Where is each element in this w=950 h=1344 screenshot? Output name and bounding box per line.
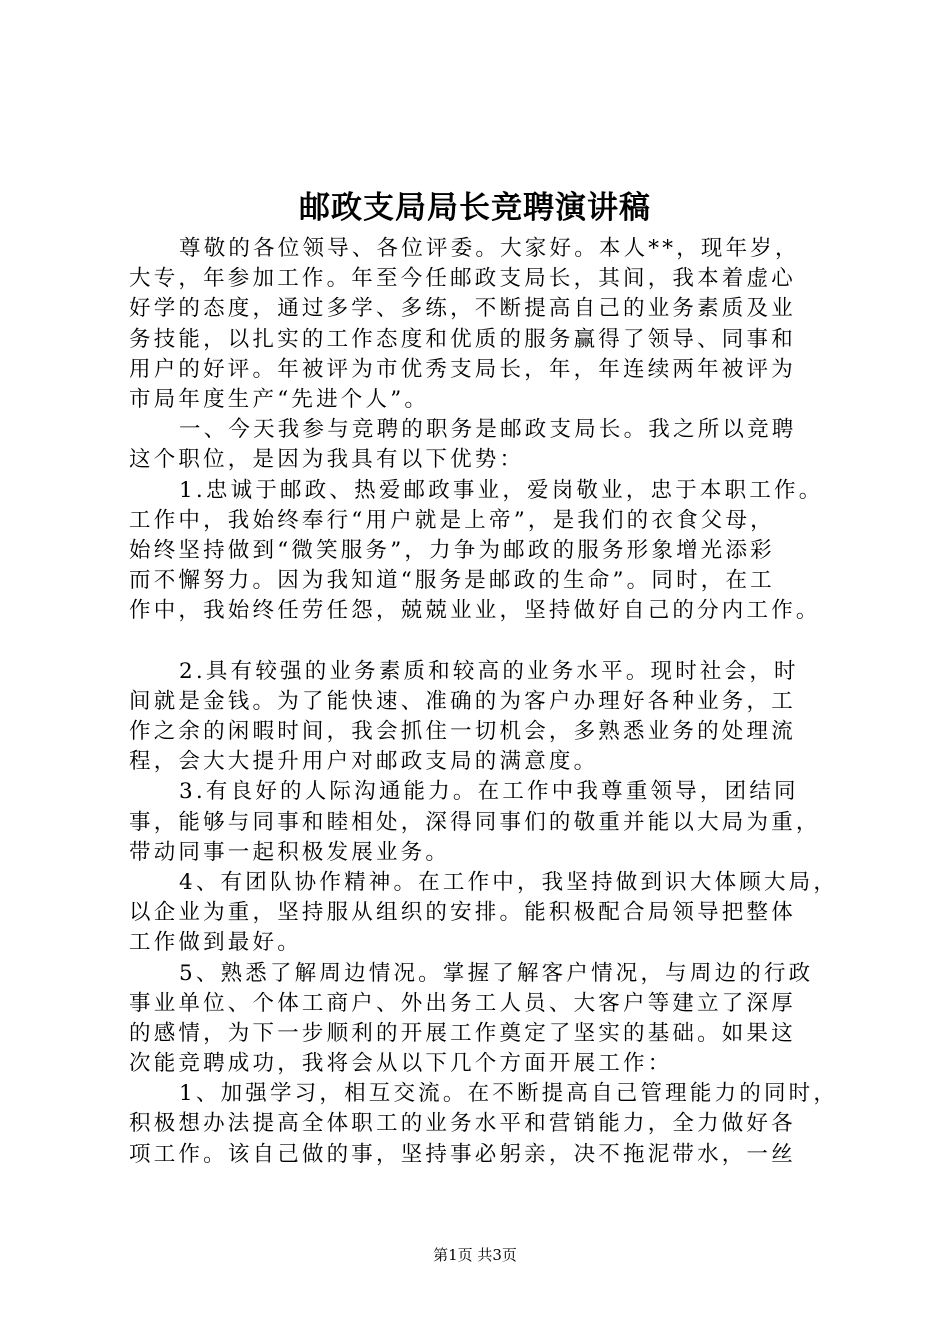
body-line: 务技能，以扎实的工作态度和优质的服务赢得了领导、同事和: [129, 326, 796, 352]
body-line: 次能竞聘成功，我将会从以下几个方面开展工作：: [129, 1051, 673, 1077]
body-line: 尊敬的各位领导、各位评委。大家好。本人**，现年岁，: [179, 236, 800, 261]
document-title: 邮政支局局长竞聘演讲稿: [299, 190, 651, 226]
body-line: 工作中，我始终奉行“用户就是上帝”，是我们的衣食父母，: [129, 507, 775, 533]
body-line: 好学的态度，通过多学、多练，不断提高自己的业务素质及业: [129, 296, 796, 322]
body-line: 程，会大大提升用户对邮政支局的满意度。: [129, 749, 599, 775]
body-line: 始终坚持做到“微笑服务”，力争为邮政的服务形象增光添彩: [129, 537, 775, 563]
body-line: 市局年度生产“先进个人”。: [129, 386, 430, 412]
body-line: 工作做到最好。: [129, 930, 302, 956]
body-line: 5、熟悉了解周边情况。掌握了解客户情况，与周边的行政: [179, 960, 814, 986]
paragraph-gap: [129, 626, 854, 656]
body-line: 大专，年参加工作。年至今任邮政支局长，其间，我本着虚心: [129, 266, 796, 292]
body-line: 事，能够与同事和睦相处，深得同事们的敬重并能以大局为重，: [129, 809, 821, 835]
body-line: 而不懈努力。因为我知道“服务是邮政的生命”。同时，在工: [129, 568, 775, 594]
body-line: 1、加强学习，相互交流。在不断提高自己管理能力的同时，: [179, 1081, 839, 1107]
body-line: 带动同事一起积极发展业务。: [129, 839, 451, 865]
body-line: 的感情，为下一步顺利的开展工作奠定了坚实的基础。如果这: [129, 1020, 796, 1046]
body-line: 作之余的闲暇时间，我会抓住一切机会，多熟悉业务的处理流: [129, 719, 796, 744]
page-footer: 第1页 共3页: [433, 1246, 517, 1264]
body-line: 2.具有较强的业务素质和较高的业务水平。现时社会，时: [179, 658, 799, 684]
body-line: 项工作。该自己做的事，坚持事必躬亲，决不拖泥带水，一丝: [129, 1141, 796, 1167]
body-line: 4、有团队协作精神。在工作中，我坚持做到识大体顾大局，: [179, 869, 839, 895]
body-line: 这个职位，是因为我具有以下优势：: [129, 447, 525, 473]
body-line: 一、今天我参与竞聘的职务是邮政支局长。我之所以竞聘: [179, 417, 797, 443]
body-line: 以企业为重，坚持服从组织的安排。能积极配合局领导把整体: [129, 900, 796, 926]
body-line: 作中，我始终任劳任怨，兢兢业业，坚持做好自己的分内工作。: [129, 598, 821, 624]
body-line: 间就是金钱。为了能快速、准确的为客户办理好各种业务，工: [129, 688, 796, 714]
body-line: 用户的好评。年被评为市优秀支局长，年，年连续两年被评为: [129, 356, 796, 382]
document-body: [129, 234, 854, 1170]
body-line: 积极想办法提高全体职工的业务水平和营销能力，全力做好各: [129, 1111, 796, 1137]
body-line: 事业单位、个体工商户、外出务工人员、大客户等建立了深厚: [129, 990, 796, 1016]
body-line: 3.有良好的人际沟通能力。在工作中我尊重领导，团结同: [179, 779, 799, 805]
body-line: 1.忠诚于邮政、热爱邮政事业，爱岗敬业，忠于本职工作。: [179, 477, 824, 503]
